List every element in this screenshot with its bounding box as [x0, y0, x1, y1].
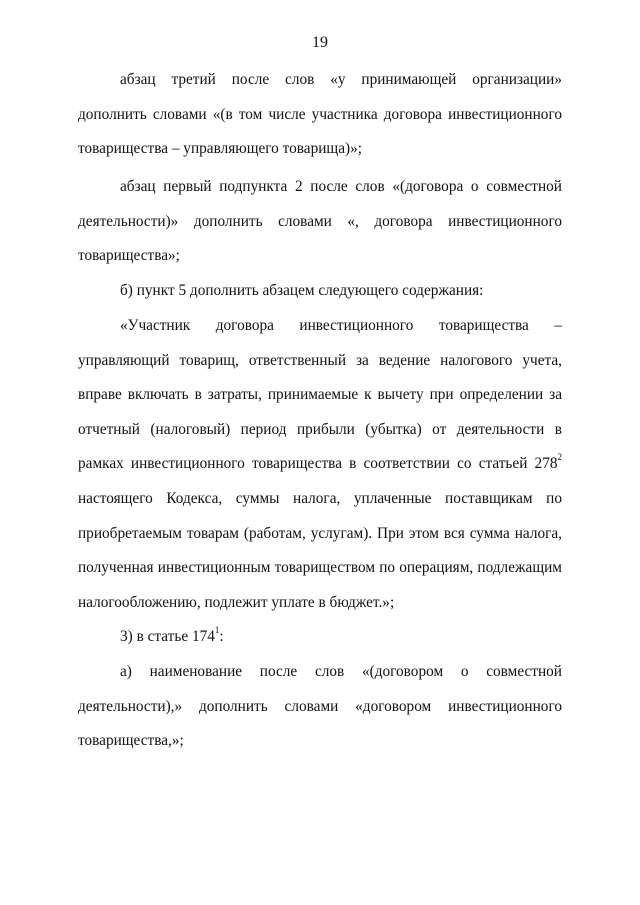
paragraph-2: абзац первый подпункта 2 после слов «(договора о совместной деятельности)» дополнить словами «, договора инвестиционного товарищества»;: [78, 178, 562, 265]
paragraph-5-text-b: :: [219, 628, 224, 645]
page-number: 19: [312, 34, 328, 51]
body-text: [78, 63, 562, 167]
paragraph-4-text-a: «Участник договора инвестиционного товарищества – управляющий товарищ, ответственный за ведение налогового учета, вправе включать в затраты, принимаемые к вычету при определении за отчетный (налоговый) период прибыли (убытка) от деятельности в рамках инвестиционного товарищества в соответствии со статьей 278: [78, 317, 562, 473]
body-text: [78, 309, 562, 620]
superscript: 2: [557, 452, 562, 463]
paragraph-5: [78, 620, 562, 655]
paragraph-1: абзац третий после слов «у принимающей организации» дополнить словами «(в том числе участника договора инвестиционного товарищества – управляющего товарища)»;: [78, 71, 562, 158]
superscript: 1: [214, 624, 220, 635]
body-text: [78, 620, 562, 655]
body-text: [78, 274, 562, 309]
paragraph-4: [78, 309, 562, 620]
paragraph-6: а) наименование после слов «(договором о совместной деятельности),» дополнить словами «договором инвестиционного товарищества,»;: [78, 663, 562, 750]
body-text: [78, 655, 562, 759]
body-text: [78, 170, 562, 274]
paragraph-4-text-b: настоящего Кодекса, суммы налога, уплаченные поставщикам по приобретаемым товарам (работам, услугам). При этом вся сумма налога, полученная инвестиционным товариществом по операциям, подлежащим налогообложению, подлежит уплате в бюджет.»;: [78, 489, 562, 611]
paragraph-3: б) пункт 5 дополнить абзацем следующего содержания:: [120, 282, 484, 299]
paragraph-5-text-a: 3) в статье 174: [120, 628, 215, 645]
